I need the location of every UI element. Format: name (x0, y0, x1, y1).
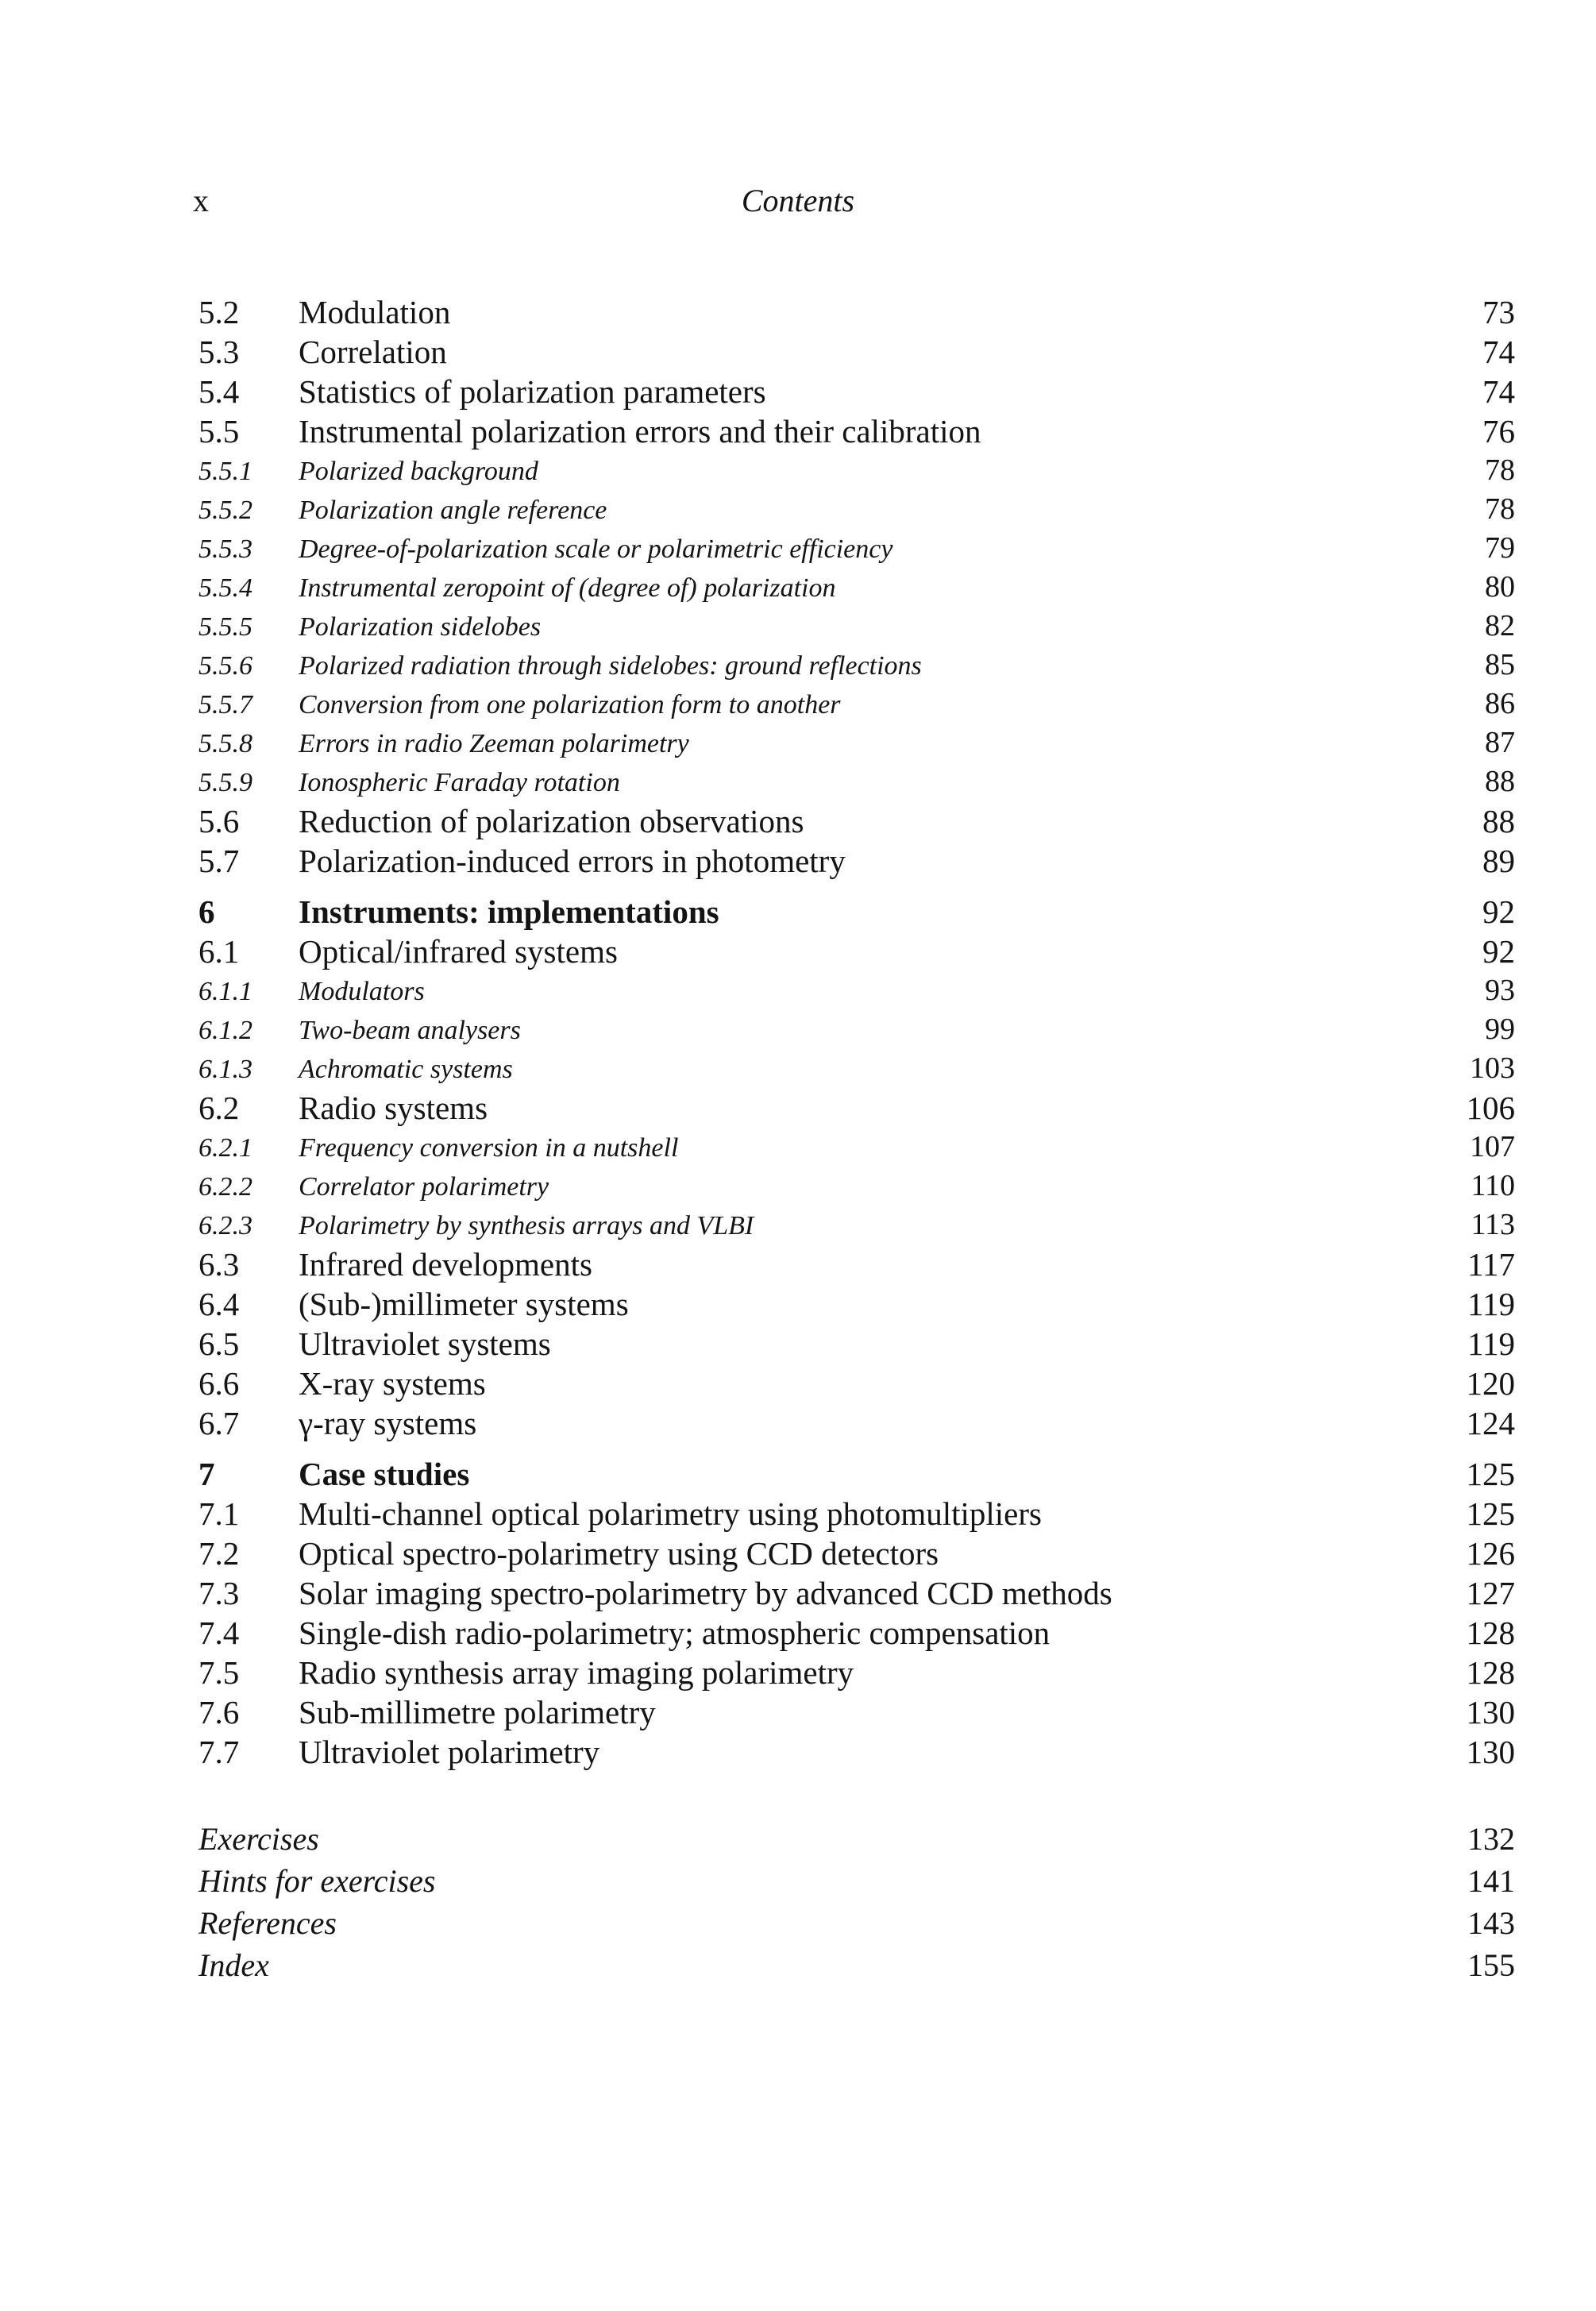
entry-page-number: 107 (1470, 1130, 1515, 1163)
entry-page-number: 117 (1467, 1246, 1515, 1283)
entry-number: 6.2.2 (199, 1172, 253, 1202)
entry-title: Modulators (299, 977, 425, 1006)
entry-number: 7.6 (199, 1694, 240, 1730)
toc-entry (199, 841, 1515, 881)
toc-entry (199, 892, 1515, 932)
toc-entry (199, 1454, 1515, 1494)
entry-title: Radio synthesis array imaging polarimetry (299, 1654, 854, 1691)
entry-page-number: 73 (1482, 294, 1515, 330)
entry-page-number: 86 (1485, 687, 1515, 720)
entry-title: Polarization sidelobes (299, 612, 542, 642)
entry-number: 7.1 (199, 1495, 240, 1532)
entry-number: 6.1.3 (199, 1055, 253, 1084)
entry-title: Hints for exercises (199, 1863, 436, 1899)
toc-entry (199, 762, 1515, 801)
toc-entry (199, 292, 1515, 332)
entry-number: 5.7 (199, 843, 240, 879)
entry-title: Infrared developments (299, 1246, 592, 1283)
entry-title: Optical spectro-polarimetry using CCD detectors (299, 1535, 939, 1572)
entry-title: γ-ray systems (299, 1405, 477, 1441)
entry-page-number: 130 (1466, 1734, 1515, 1770)
backmatter-entry (199, 1902, 1515, 1944)
entry-number: 7.7 (199, 1734, 240, 1770)
toc-entry (199, 529, 1515, 568)
entry-number: 5.5.4 (199, 573, 253, 603)
entry-title: Correlation (299, 334, 447, 370)
entry-title: Frequency conversion in a nutshell (299, 1133, 679, 1163)
entry-number: 5.3 (199, 334, 240, 370)
entry-title: Reduction of polarization observations (299, 803, 804, 839)
entry-number: 5.5.3 (199, 534, 253, 564)
toc-entry (199, 1613, 1515, 1653)
backmatter-entry (199, 1818, 1515, 1860)
toc-entry (199, 1494, 1515, 1534)
entry-number: 5.2 (199, 294, 240, 330)
toc-entry (199, 1088, 1515, 1128)
entry-title: Statistics of polarization parameters (299, 373, 766, 410)
entry-number: 7.3 (199, 1575, 240, 1611)
table-of-contents (199, 292, 1515, 1986)
entry-title: Ionospheric Faraday rotation (299, 768, 620, 797)
entry-page-number: 110 (1471, 1169, 1515, 1202)
entry-page-number: 92 (1482, 933, 1515, 970)
entry-page-number: 128 (1466, 1615, 1515, 1651)
toc-entry (199, 1732, 1515, 1772)
toc-entry (199, 801, 1515, 841)
toc-entry (199, 685, 1515, 723)
entry-title: Modulation (299, 294, 451, 330)
entry-page-number: 141 (1467, 1863, 1515, 1899)
entry-page-number: 80 (1485, 570, 1515, 604)
toc-entry (199, 1324, 1515, 1364)
entry-number: 6.2 (199, 1090, 240, 1126)
entry-title: Ultraviolet polarimetry (299, 1734, 600, 1770)
entry-page-number: 128 (1466, 1654, 1515, 1691)
toc-entry (199, 1244, 1515, 1284)
entry-page-number: 124 (1466, 1405, 1515, 1441)
toc-entry (199, 1364, 1515, 1403)
entry-page-number: 132 (1467, 1821, 1515, 1857)
entry-page-number: 155 (1467, 1947, 1515, 1983)
running-title: Contents (741, 183, 855, 218)
entry-number: 6.1 (199, 933, 240, 970)
toc-entry (199, 1206, 1515, 1244)
entry-page-number: 130 (1466, 1694, 1515, 1730)
toc-entry (199, 568, 1515, 607)
toc-entry (199, 723, 1515, 762)
entry-title: Polarization-induced errors in photometry (299, 843, 846, 879)
entry-page-number: 99 (1485, 1013, 1515, 1046)
entry-title: Ultraviolet systems (299, 1325, 551, 1362)
entry-title: (Sub-)millimeter systems (299, 1286, 629, 1322)
toc-entry (199, 1284, 1515, 1324)
entry-title: Two-beam analysers (299, 1016, 521, 1045)
entry-number: 6.1.2 (199, 1016, 253, 1045)
entry-page-number: 119 (1467, 1286, 1515, 1322)
entry-title: Errors in radio Zeeman polarimetry (299, 729, 689, 758)
toc-entry (199, 411, 1515, 451)
entry-number: 6.4 (199, 1286, 240, 1322)
entry-page-number: 103 (1470, 1051, 1515, 1085)
entry-title: Polarized background (299, 457, 538, 486)
entry-page-number: 79 (1485, 531, 1515, 565)
entry-page-number: 85 (1485, 648, 1515, 681)
entry-page-number: 106 (1466, 1090, 1515, 1126)
entry-title: Exercises (199, 1821, 319, 1857)
entry-title: Optical/infrared systems (299, 933, 618, 970)
entry-page-number: 78 (1485, 492, 1515, 526)
entry-page-number: 92 (1482, 893, 1515, 930)
entry-page-number: 113 (1471, 1208, 1515, 1241)
toc-entries (199, 292, 1515, 1772)
entry-title: Index (199, 1947, 269, 1983)
entry-title: Polarization angle reference (299, 496, 607, 525)
page-header (0, 179, 1596, 223)
entry-number: 7.5 (199, 1654, 240, 1691)
page-number-marker: x (193, 183, 209, 218)
entry-number: 5.5.1 (199, 457, 253, 486)
entry-number: 5.5.5 (199, 612, 253, 642)
entry-page-number: 74 (1482, 334, 1515, 370)
entry-number: 6.6 (199, 1365, 240, 1402)
entry-page-number: 125 (1466, 1495, 1515, 1532)
toc-entry (199, 1573, 1515, 1613)
entry-number: 5.5.8 (199, 729, 253, 758)
entry-page-number: 143 (1467, 1905, 1515, 1941)
entry-page-number: 88 (1482, 803, 1515, 839)
toc-entry (199, 646, 1515, 685)
entry-title: Instrumental zeropoint of (degree of) polarization (299, 573, 836, 603)
toc-entry (199, 932, 1515, 971)
entry-number: 7 (199, 1456, 215, 1492)
toc-entry (199, 372, 1515, 411)
backmatter-entry (199, 1860, 1515, 1902)
entry-page-number: 78 (1485, 453, 1515, 487)
toc-entry (199, 1167, 1515, 1206)
entry-number: 5.5.6 (199, 651, 253, 681)
entry-title: X-ray systems (299, 1365, 486, 1402)
entry-title: References (199, 1905, 337, 1941)
entry-title: Correlator polarimetry (299, 1172, 549, 1202)
toc-entry (199, 1653, 1515, 1692)
entry-title: Degree-of-polarization scale or polarimetric efficiency (299, 534, 893, 564)
entry-title: Conversion from one polarization form to another (299, 690, 841, 720)
entry-number: 7.4 (199, 1615, 240, 1651)
entry-number: 6.7 (199, 1405, 240, 1441)
toc-entry (199, 1534, 1515, 1573)
entry-page-number: 125 (1466, 1456, 1515, 1492)
toc-entry (199, 1403, 1515, 1443)
entry-number: 6.2.1 (199, 1133, 253, 1163)
toc-entry (199, 1049, 1515, 1088)
entry-number: 7.2 (199, 1535, 240, 1572)
entry-number: 5.5.7 (199, 690, 253, 720)
toc-entry (199, 451, 1515, 490)
entry-page-number: 74 (1482, 373, 1515, 410)
backmatter-entry (199, 1944, 1515, 1986)
toc-entry (199, 490, 1515, 529)
entry-number: 6.3 (199, 1246, 240, 1283)
entry-page-number: 126 (1466, 1535, 1515, 1572)
entry-number: 6.5 (199, 1325, 240, 1362)
entry-page-number: 87 (1485, 726, 1515, 759)
toc-entry (199, 1692, 1515, 1732)
entry-page-number: 127 (1466, 1575, 1515, 1611)
entry-page-number: 89 (1482, 843, 1515, 879)
toc-entry (199, 971, 1515, 1010)
entry-number: 6.2.3 (199, 1211, 253, 1240)
toc-entry (199, 1010, 1515, 1049)
toc-entry (199, 1128, 1515, 1167)
toc-entry (199, 332, 1515, 372)
entry-number: 6 (199, 893, 215, 930)
entry-page-number: 93 (1485, 974, 1515, 1007)
entry-page-number: 76 (1482, 413, 1515, 449)
entry-number: 5.5.9 (199, 768, 253, 797)
entry-title: Instrumental polarization errors and their calibration (299, 413, 981, 449)
entry-title: Multi-channel optical polarimetry using photomultipliers (299, 1495, 1042, 1532)
backmatter-entries (199, 1818, 1515, 1986)
entry-page-number: 120 (1466, 1365, 1515, 1402)
entry-title: Single-dish radio-polarimetry; atmospheric compensation (299, 1615, 1051, 1651)
entry-number: 5.5 (199, 413, 240, 449)
entry-page-number: 82 (1485, 609, 1515, 642)
entry-title: Instruments: implementations (299, 893, 719, 930)
entry-title: Sub-millimetre polarimetry (299, 1694, 656, 1730)
entry-title: Polarized radiation through sidelobes: ground reflections (299, 651, 922, 681)
entry-title: Radio systems (299, 1090, 488, 1126)
entry-page-number: 119 (1467, 1325, 1515, 1362)
toc-entry (199, 607, 1515, 646)
entry-title: Polarimetry by synthesis arrays and VLBI (299, 1211, 754, 1240)
entry-number: 6.1.1 (199, 977, 253, 1006)
entry-number: 5.5.2 (199, 496, 253, 525)
entry-title: Achromatic systems (299, 1055, 513, 1084)
entry-title: Solar imaging spectro-polarimetry by advanced CCD methods (299, 1575, 1112, 1611)
entry-number: 5.6 (199, 803, 240, 839)
entry-page-number: 88 (1485, 765, 1515, 798)
entry-title: Case studies (299, 1456, 470, 1492)
entry-number: 5.4 (199, 373, 240, 410)
